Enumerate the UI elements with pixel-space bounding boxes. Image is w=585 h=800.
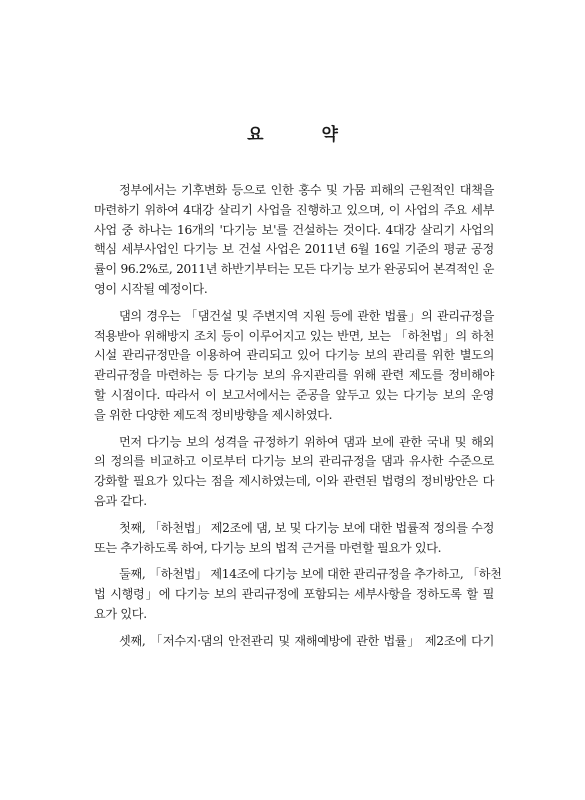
text-line: 음과 같다.: [94, 493, 147, 508]
text-line: 법 시행령」에 다기능 보의 관리규정에 포함되는 세부사항을 정하도록 할 필: [94, 587, 494, 602]
paragraph-6: [94, 632, 494, 652]
text-line: 할 시점이다. 따라서 이 보고서에서는 준공을 앞두고 있는 다기능 보의 운영: [94, 387, 494, 402]
paragraph-1: [94, 181, 494, 300]
text-line: 사업 중 하나는 16개의 '다기능 보'를 건설하는 것이다. 4대강 살리기 사업의: [94, 222, 494, 237]
text-line: 먼저 다기능 보의 성격을 규정하기 위하여 댐과 보에 관한 국내 및 해외: [119, 434, 494, 449]
text-line: 강화할 필요가 있다는 점을 제시하였는데, 이와 관련된 법령의 정비방안은 다: [94, 474, 494, 489]
paragraph-2: [94, 307, 494, 426]
text-line: 을 위한 다양한 제도적 정비방향을 제시하였다.: [94, 407, 333, 422]
text-line: 핵심 세부사업인 다기능 보 건설 사업은 2011년 6월 16일 기준의 평균 공정: [94, 242, 494, 257]
paragraph-3: [94, 433, 494, 512]
text-line: 관리규정을 마련하는 등 다기능 보의 유지관리를 위해 관련 제도를 정비해야: [94, 368, 494, 383]
text-line: 마련하기 위하여 4대강 살리기 사업을 진행하고 있으며, 이 사업의 주요 세부: [94, 202, 494, 217]
text-line: 영이 시작될 예정이다.: [94, 281, 208, 296]
text-line: 의 정의를 비교하고 이로부터 다기능 보의 관리규정을 댐과 유사한 수준으로: [94, 454, 494, 469]
text-line: 적용받아 위해방지 조치 등이 이루어지고 있는 반면, 보는 「하천법」의 하천: [94, 328, 494, 343]
text-line: 요가 있다.: [94, 606, 147, 621]
page-title: 요 약: [247, 125, 364, 145]
paragraph-4: [94, 519, 494, 559]
summary-body: [94, 181, 502, 652]
text-line: 시설 관리규정만을 이용하여 관리되고 있어 다기능 보의 관리를 위한 별도의: [94, 348, 494, 363]
text-line: 정부에서는 기후변화 등으로 인한 홍수 및 가뭄 피해의 근원적인 대책을: [119, 183, 494, 197]
text-line: 첫째, 「하천법」 제2조에 댐, 보 및 다기능 보에 대한 법률적 정의를 수정: [119, 520, 494, 535]
text-line: 둘째, 「하천법」 제14조에 다기능 보에 대한 관리규정을 추가하고, 「하천: [119, 567, 502, 582]
text-line: 또는 추가하도록 하여, 다기능 보의 법적 근거를 마련할 필요가 있다.: [94, 540, 442, 555]
text-line: 댐의 경우는 「댐건설 및 주변지역 지원 등에 관한 법률」의 관리규정을: [119, 308, 494, 323]
paragraph-5: [94, 565, 502, 624]
text-line: 셋째, 「저수지·댐의 안전관리 및 재해예방에 관한 법률」 제2조에 다기: [119, 633, 494, 648]
text-line: 률이 96.2%로, 2011년 하반기부터는 모든 다기능 보가 완공되어 본격적인 운: [94, 262, 494, 277]
